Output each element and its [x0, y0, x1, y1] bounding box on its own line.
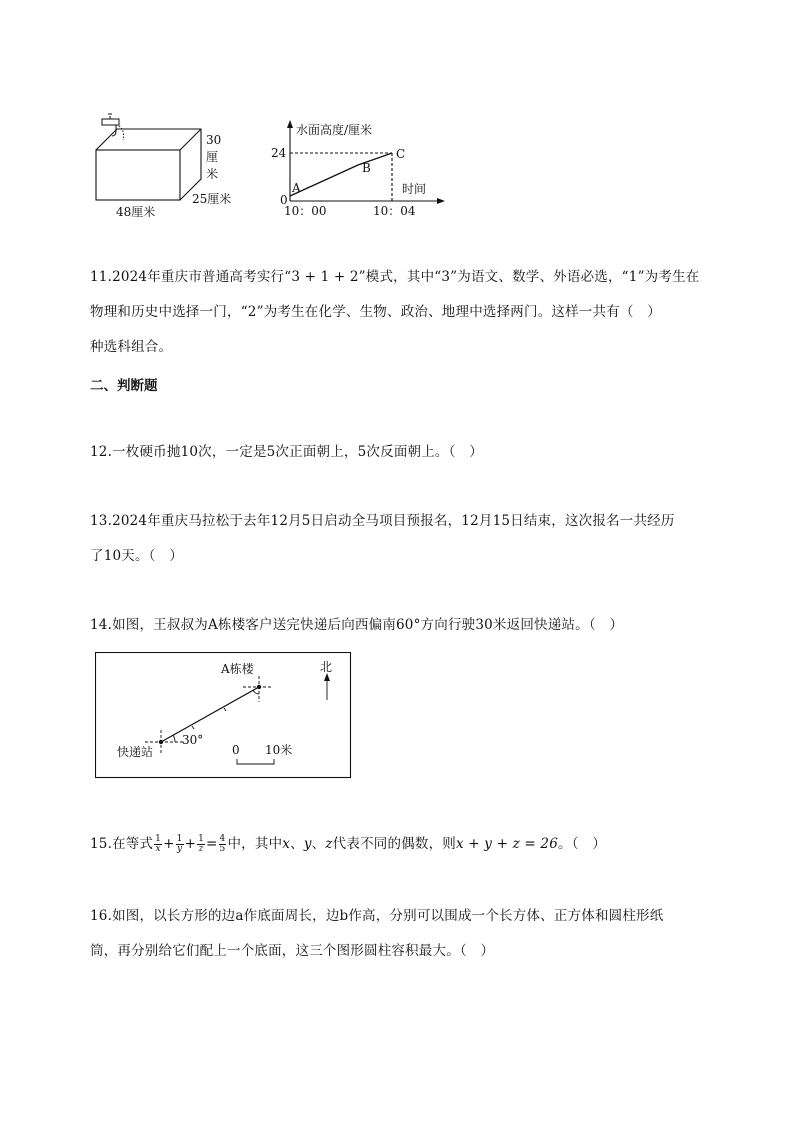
frac1-den: x	[155, 844, 161, 854]
q15-var-x: x	[282, 836, 291, 852]
frac3-den: z	[198, 844, 204, 854]
x-axis-label: 时间	[402, 182, 427, 196]
tank-height-label-3: 米	[206, 167, 219, 181]
point-c-label: C	[396, 147, 406, 161]
building-label: A栋楼	[221, 662, 254, 676]
tank-height-label-1: 30	[206, 133, 222, 147]
origin-label: 0	[280, 193, 288, 207]
q13-line-1: 13.2024年重庆马拉松于去年12月5日启动全马项目预报名，12月15日结束，这次报名一共经历	[90, 513, 675, 529]
angle-label: 30°	[182, 733, 204, 747]
top-figures	[0, 0, 794, 240]
frac4-den: 5	[219, 844, 226, 854]
tank-height-label-2: 厘	[206, 150, 219, 164]
frac3-num: 1	[198, 834, 205, 844]
question-15: 15.在等式 $\frac{1}{x}$ + $\frac{1}{y}$ + $\frac{1}{z}$ = $\frac{4}{5}$ 中，其中x、y、z代表不同的偶数，则x + y + z = 26。（ ）	[90, 834, 607, 854]
q15-sep-2: 、	[311, 836, 326, 852]
x-tick-end: 10：04	[373, 204, 416, 218]
q15-prefix: 15.在等式	[90, 836, 154, 852]
frac1-num: 1	[155, 834, 162, 844]
frac4-num: 4	[219, 834, 226, 844]
q16-line-1: 16.如图，以长方形的边a作底面周长，边b作高，分别可以围成一个长方体、正方体和圆柱形纸	[90, 908, 664, 924]
station-label: 快递站	[117, 745, 154, 759]
q11-line-3: 种选科组合。	[90, 339, 173, 355]
fraction-4-over-5	[219, 835, 227, 854]
fraction-1-over-y	[176, 835, 184, 854]
q15-suffix: 。（ ）	[558, 836, 607, 852]
q12-text: 12.一枚硬币抛10次，一定是5次正面朝上，5次反面朝上。（ ）	[90, 444, 483, 460]
question-11	[90, 260, 715, 365]
point-b-label: B	[362, 161, 371, 175]
q15-var-z: z	[325, 836, 333, 852]
q16-line-2: 筒，再分别给它们配上一个底面，这三个图形圆柱容积最大。（ ）	[90, 943, 495, 959]
q15-middle: 中，其中	[227, 836, 283, 852]
q15-equation: x + y + z = 26	[455, 836, 558, 852]
question-14	[90, 608, 715, 643]
north-label: 北	[320, 660, 333, 674]
faucet-icon	[102, 114, 124, 140]
q14-text: 14.如图，王叔叔为A栋楼客户送完快递后向西偏南60°方向行驶30米返回快递站。（ ）	[90, 617, 624, 633]
tank-figure	[96, 129, 201, 200]
y-axis-label: 水面高度/厘米	[296, 123, 373, 137]
tank-width-label: 25厘米	[192, 192, 232, 206]
fraction-1-over-z	[197, 835, 205, 854]
q11-line-2: 物理和历史中选择一门，“2”为考生在化学、生物、政治、地理中选择两门。这样一共有（ ）	[90, 304, 661, 320]
question-16	[90, 899, 715, 969]
section-heading: 二、判断题	[90, 378, 158, 394]
question-13	[90, 504, 715, 574]
y-tick-24: 24	[271, 146, 287, 160]
q11-line-1: 11.2024年重庆市普通高考实行“3 + 1 + 2”模式，其中“3”为语文、数学、外语必选，“1”为考生在	[90, 269, 700, 285]
question-12	[90, 435, 715, 470]
frac2-num: 1	[176, 834, 183, 844]
scale-length-label: 10米	[265, 743, 293, 757]
fraction-1-over-x	[154, 835, 162, 854]
q15-sep-1: 、	[290, 836, 304, 852]
scale-zero-label: 0	[232, 743, 240, 757]
q14-map-figure	[95, 652, 352, 779]
point-a-label: A	[292, 181, 301, 195]
q15-middle-2: 代表不同的偶数，则	[332, 836, 456, 852]
frac2-den: y	[176, 844, 183, 854]
tank-length-label: 48厘米	[116, 205, 156, 219]
q15-var-y: y	[303, 836, 312, 852]
x-tick-start: 10：00	[284, 204, 327, 218]
q13-line-2: 了10天。（ ）	[90, 548, 184, 564]
